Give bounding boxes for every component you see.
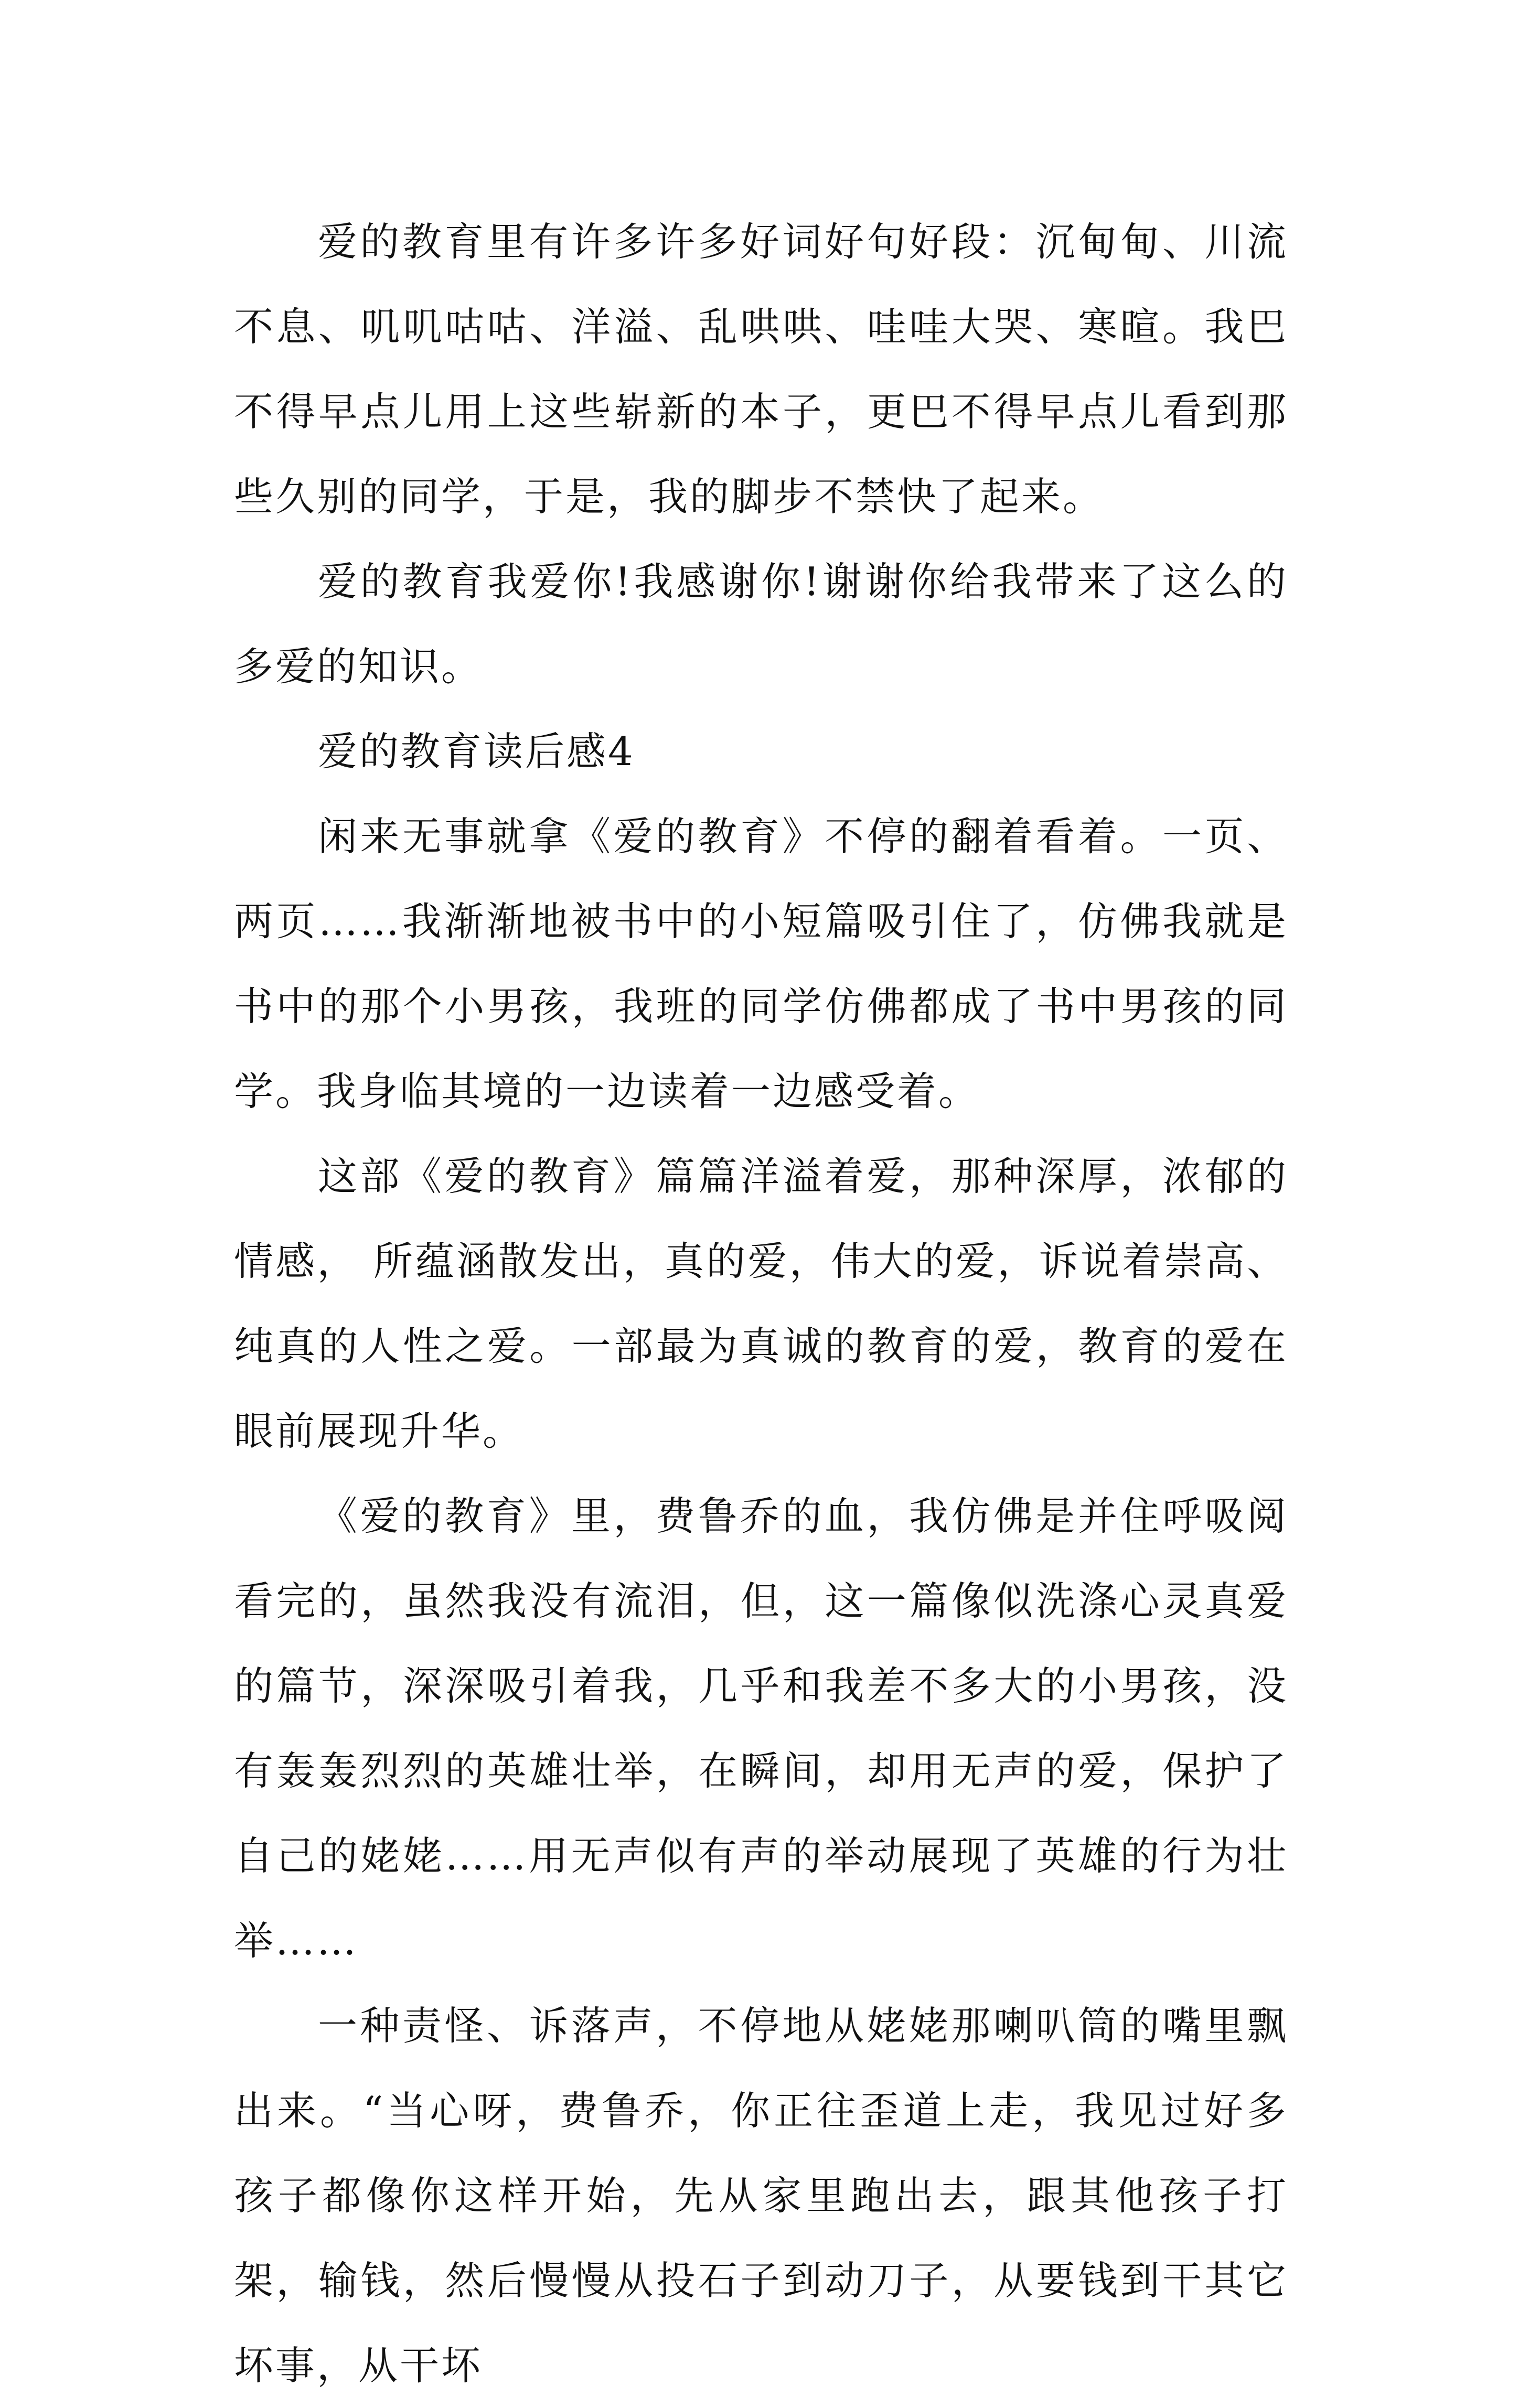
section-paragraph-3: 《爱的教育》里，费鲁乔的血，我仿佛是并住呼吸阅看完的，虽然我没有流泪，但，这一篇像似洗涤心灵真爱的篇节，深深吸引着我，几乎和我差不多大的小男孩，没有轰轰烈烈的英雄壮举，在瞬间，却用无声的爱，保护了自己的姥姥……用无声似有声的举动展现了英雄的行为壮举……	[234, 1493, 1288, 1964]
paragraph-1: 爱的教育里有许多许多好词好句好段：沉甸甸、川流不息、叽叽咕咕、洋溢、乱哄哄、哇哇大哭、寒暄。我巴不得早点儿用上这些崭新的本子，更巴不得早点儿看到那些久别的同学，于是，我的脚步不禁快了起来。	[234, 219, 1288, 520]
section-paragraph-2: 这部《爱的教育》篇篇洋溢着爱，那种深厚，浓郁的情感， 所蕴涵散发出，真的爱，伟大的爱，诉说着崇高、纯真的人性之爱。一部最为真诚的教育的爱，教育的爱在眼前展现升华。	[234, 1153, 1288, 1454]
section-paragraph-1: 闲来无事就拿《爱的教育》不停的翻着看着。一页、两页……我渐渐地被书中的小短篇吸引住了，仿佛我就是书中的那个小男孩，我班的同学仿佛都成了书中男孩的同学。我身临其境的一边读着一边感受着。	[234, 813, 1288, 1114]
paragraph-2: 爱的教育我爱你!我感谢你!谢谢你给我带来了这么的多爱的知识。	[234, 558, 1288, 690]
section-title: 爱的教育读后感4	[318, 728, 635, 775]
section-paragraph-4: 一种责怪、诉落声，不停地从姥姥那喇叭筒的嘴里飘出来。“当心呀，费鲁乔，你正往歪道上走，我见过好多孩子都像你这样开始，先从家里跑出去，跟其他孩子打架，输钱，然后慢慢从投石子到动刀子，从要钱到干其它坏事，从干坏	[234, 2003, 1288, 2389]
document-body	[234, 199, 1288, 2408]
